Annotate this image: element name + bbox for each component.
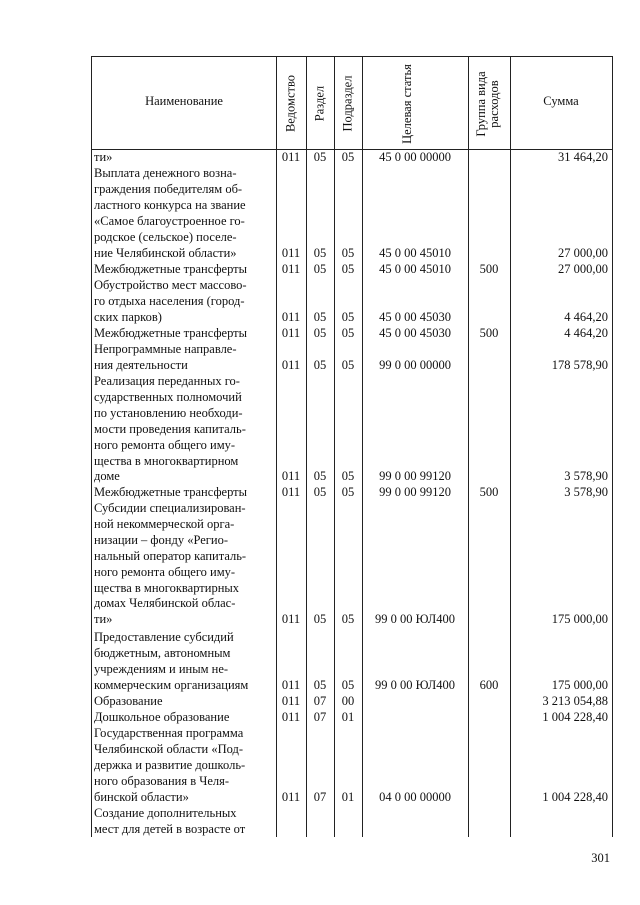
cell-razdel: 05 — [313, 245, 327, 260]
row-name: ти» — [94, 150, 113, 164]
cell-razdel: 05 — [313, 357, 327, 372]
cell-razdel: 05 — [313, 612, 327, 627]
cell-podrazdel: 05 — [341, 150, 355, 164]
cell-podrazdel: 05 — [341, 612, 355, 627]
header-summa: Сумма — [543, 94, 579, 108]
row-name: Государственная программа Челябинской области «Под- держка и развитие дошколь- ного образования в Челя- бинской области» — [94, 726, 246, 804]
cell-gruppa: 500 — [479, 326, 499, 340]
cell-celevaya-statya: 99 0 00 ЮЛ400 — [374, 612, 456, 627]
row-name: Межбюджетные трансферты — [94, 485, 248, 499]
cell-podrazdel: 01 — [341, 710, 355, 724]
header-podrazdel: Подраздел — [340, 75, 355, 132]
cell-gruppa: 500 — [479, 485, 499, 499]
cell-summa: 175 000,00 — [551, 612, 608, 627]
header-vedomstvo: Ведомство — [283, 74, 298, 133]
budget-table — [91, 56, 613, 837]
cell-razdel: 05 — [313, 262, 327, 276]
cell-vedomstvo: 011 — [281, 677, 301, 692]
cell-vedomstvo: 011 — [281, 245, 301, 260]
cell-summa: 31 464,20 — [558, 150, 608, 164]
row-name: Межбюджетные трансферты — [94, 326, 248, 340]
cell-razdel: 05 — [313, 150, 327, 164]
cell-summa: 1 004 228,40 — [542, 789, 608, 804]
cell-vedomstvo: 011 — [281, 357, 301, 372]
row-name: Непрограммные направле- ния деятельности — [94, 342, 237, 372]
cell-vedomstvo: 011 — [281, 710, 301, 724]
row-name: Межбюджетные трансферты — [94, 262, 248, 276]
cell-vedomstvo: 011 — [281, 694, 301, 708]
cell-razdel: 07 — [313, 789, 327, 804]
cell-celevaya-statya: 45 0 00 45030 — [379, 309, 451, 324]
cell-podrazdel: 00 — [341, 694, 355, 708]
cell-gruppa: 500 — [479, 262, 499, 276]
cell-celevaya-statya: 99 0 00 00000 — [379, 357, 451, 372]
cell-summa: 27 000,00 — [558, 262, 608, 276]
cell-celevaya-statya: 45 0 00 45010 — [379, 262, 451, 276]
header-celevaya-statya: Целевая статья — [400, 64, 414, 144]
cell-podrazdel: 05 — [341, 469, 355, 484]
cell-celevaya-statya: 99 0 00 ЮЛ400 — [374, 677, 456, 692]
cell-celevaya-statya: 04 0 00 00000 — [379, 789, 451, 804]
row-name: Дошкольное образование — [94, 710, 230, 724]
cell-summa: 4 464,20 — [564, 309, 608, 324]
cell-razdel: 05 — [313, 309, 327, 324]
cell-vedomstvo: 011 — [281, 485, 301, 499]
page-number: 301 — [591, 851, 610, 865]
row-name: Реализация переданных го- сударственных полномочий по установлению необходи- мости проведения капиталь- ного ремонта общего иму- щества в многоквартирном доме — [94, 374, 246, 484]
cell-razdel: 07 — [313, 694, 327, 708]
cell-razdel: 05 — [313, 485, 327, 499]
row-name: Создание дополнительных мест для детей в возрасте от — [94, 806, 246, 836]
cell-vedomstvo: 011 — [281, 309, 301, 324]
cell-summa: 178 578,90 — [551, 357, 608, 372]
cell-podrazdel: 05 — [341, 357, 355, 372]
cell-summa: 3 213 054,88 — [542, 694, 608, 708]
cell-vedomstvo: 011 — [281, 150, 301, 164]
cell-podrazdel: 05 — [341, 262, 355, 276]
cell-vedomstvo: 011 — [281, 789, 301, 804]
cell-summa: 3 578,90 — [564, 469, 608, 484]
header-razdel: Раздел — [312, 85, 327, 122]
cell-razdel: 07 — [313, 710, 327, 724]
cell-podrazdel: 01 — [341, 789, 355, 804]
cell-celevaya-statya: 45 0 00 00000 — [379, 150, 451, 164]
cell-vedomstvo: 011 — [281, 326, 301, 340]
column-divider — [362, 57, 363, 837]
cell-podrazdel: 05 — [341, 326, 355, 340]
cell-podrazdel: 05 — [341, 309, 355, 324]
cell-summa: 3 578,90 — [564, 485, 608, 499]
cell-celevaya-statya: 99 0 00 99120 — [379, 485, 451, 499]
cell-vedomstvo: 011 — [281, 262, 301, 276]
row-name: Обустройство мест массово- го отдыха населения (город- ских парков) — [94, 278, 247, 324]
cell-razdel: 05 — [313, 677, 327, 692]
cell-celevaya-statya: 45 0 00 45030 — [379, 326, 451, 340]
row-name: Образование — [94, 694, 163, 708]
cell-podrazdel: 05 — [341, 245, 355, 260]
cell-summa: 1 004 228,40 — [542, 710, 608, 724]
cell-vedomstvo: 011 — [281, 612, 301, 627]
cell-celevaya-statya: 45 0 00 45010 — [379, 245, 451, 260]
row-name: Предоставление субсидий бюджетным, автономным учреждениям и иным не- коммерческим организациям — [94, 630, 249, 692]
row-name: Выплата денежного возна- граждения победителям об- ластного конкурса на звание «Самое благоустроенное го- родское (сельское) поселе- ние Челябинской области» — [94, 166, 246, 260]
header-gruppa-vida-rashodov: Группа вида расходов — [474, 71, 501, 137]
cell-razdel: 05 — [313, 469, 327, 484]
cell-podrazdel: 05 — [341, 485, 355, 499]
cell-summa: 175 000,00 — [551, 677, 608, 692]
cell-summa: 27 000,00 — [558, 245, 608, 260]
header-name: Наименование — [145, 94, 223, 108]
column-divider — [468, 57, 469, 837]
cell-summa: 4 464,20 — [564, 326, 608, 340]
cell-gruppa: 600 — [479, 677, 499, 692]
cell-podrazdel: 05 — [341, 677, 355, 692]
cell-vedomstvo: 011 — [281, 469, 301, 484]
row-name: Субсидии специализирован- ной некоммерческой орга- низации – фонду «Регио- нальный оператор капиталь- ного ремонта общего иму- щества в многоквартирных домах Челябинской облас- ти» — [94, 501, 247, 627]
cell-celevaya-statya: 99 0 00 99120 — [379, 469, 451, 484]
cell-razdel: 05 — [313, 326, 327, 340]
